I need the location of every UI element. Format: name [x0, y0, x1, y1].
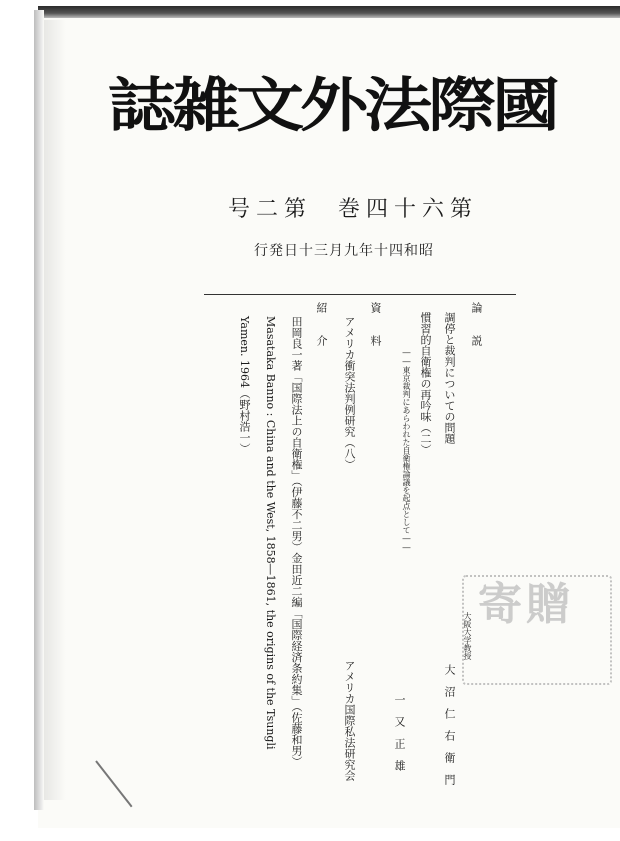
section-heading-shokai: 紹 介 — [315, 302, 328, 346]
review-entry-1: 田岡良一著「国際法上の自衛権」（伊藤不二男）金田近二編「国際経済条約集」（佐藤和男） — [290, 316, 303, 767]
article-title-2: 慣習的自衛権の再吟味（二） — [419, 312, 432, 455]
author-name-1: 大 沼 仁 右 衛 門 — [443, 664, 456, 785]
volume-number: 巻四十六第 — [338, 197, 479, 222]
journal-title: 誌雑文外法際國 — [108, 72, 557, 140]
article-subtitle-2: ――東京裁判にあらわれた自衛権論議を起点として―― — [402, 348, 411, 552]
page-top-edge — [38, 6, 620, 18]
divider-rule — [204, 294, 516, 295]
material-author-1: アメリカ国際私法研究会 — [343, 660, 356, 781]
page-binding-edge — [34, 10, 44, 810]
issue-number: 号二第 — [228, 197, 313, 222]
article-title-1: 調停と裁判についての問題 — [443, 312, 456, 444]
issue-line — [228, 192, 478, 223]
author-name-2: 一 又 正 雄 — [393, 694, 406, 771]
material-title-1: アメリカ衝突法判例研究（八） — [343, 316, 356, 470]
section-heading-shiryo: 資 料 — [369, 302, 382, 346]
library-stamp: 寄贈 — [462, 575, 612, 685]
section-heading-ronsetsu: 論 説 — [470, 302, 483, 346]
review-entry-2-line-2: Yamen. 1964（野村浩一） — [238, 316, 251, 454]
author-affiliation-1: 大阪大学教授 — [463, 612, 472, 660]
publication-date: 行発日十三月九年十四和昭 — [254, 243, 434, 259]
review-entry-2-line-1: Masataka Banno : China and the West, 1858―1861, the origins of the Tsungli — [264, 316, 277, 750]
binding-shadow — [44, 20, 66, 800]
